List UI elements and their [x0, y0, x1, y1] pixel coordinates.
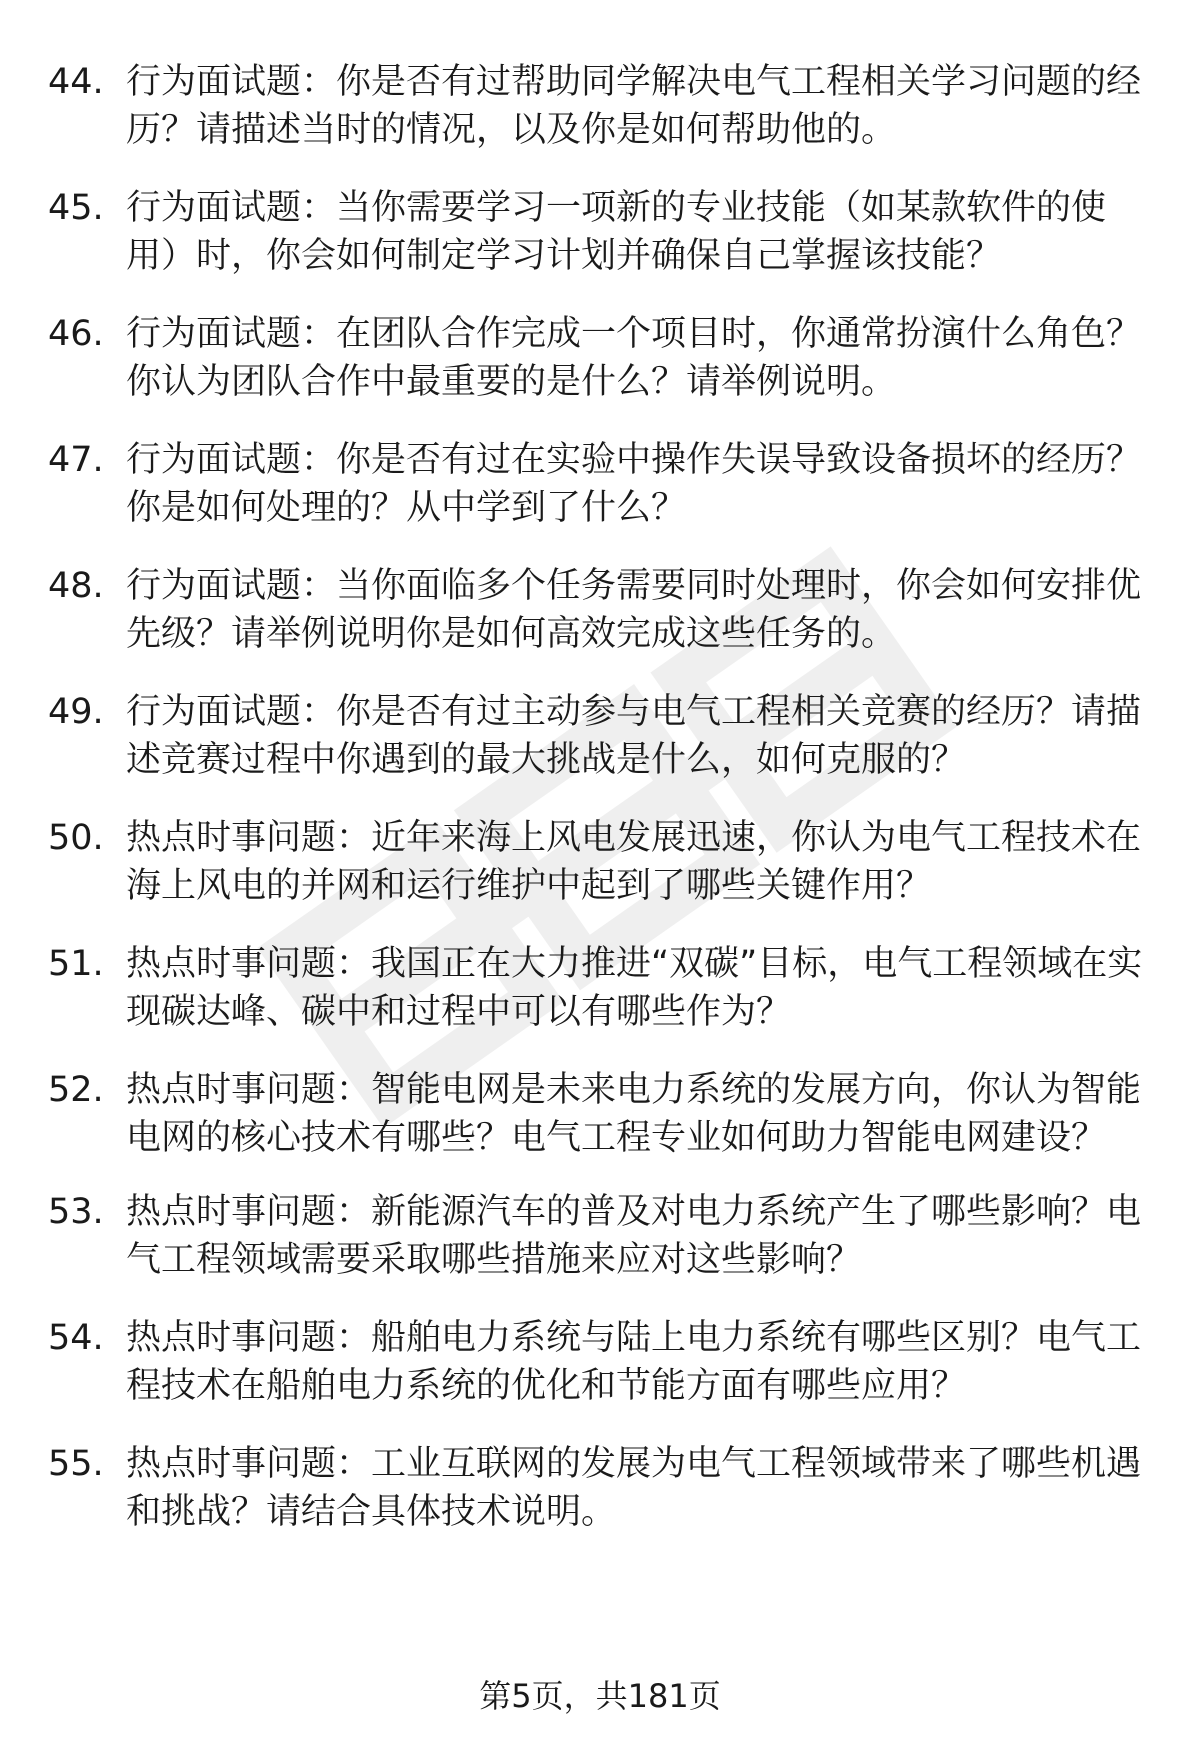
- question-item: [48, 1066, 1148, 1162]
- question-text: 热点时事问题：船舶电力系统与陆上电力系统有哪些区别？电气工程技术在船舶电力系统的优化和节能方面有哪些应用？: [126, 1318, 1142, 1406]
- question-text: 热点时事问题：新能源汽车的普及对电力系统产生了哪些影响？电气工程领域需要采取哪些措施来应对这些影响？: [126, 1192, 1142, 1280]
- question-number: 45.: [48, 188, 104, 228]
- question-item: [48, 58, 1148, 154]
- question-text: 热点时事问题：工业互联网的发展为电气工程领域带来了哪些机遇和挑战？请结合具体技术说明。: [126, 1444, 1142, 1532]
- question-item: [48, 436, 1148, 532]
- question-item: [48, 814, 1148, 910]
- question-text: 行为面试题：当你需要学习一项新的专业技能（如某款软件的使用）时，你会如何制定学习计划并确保自己掌握该技能？: [126, 188, 1107, 276]
- question-number: 47.: [48, 440, 104, 480]
- question-text: 行为面试题：在团队合作完成一个项目时，你通常扮演什么角色？你认为团队合作中最重要的是什么？请举例说明。: [126, 314, 1142, 402]
- question-number: 48.: [48, 566, 104, 606]
- question-text: 行为面试题：你是否有过在实验中操作失误导致设备损坏的经历？你是如何处理的？从中学到了什么？: [126, 440, 1142, 528]
- question-number: 53.: [48, 1192, 104, 1232]
- question-item: [48, 688, 1148, 784]
- question-number: 50.: [48, 818, 104, 858]
- question-item: [48, 1188, 1148, 1284]
- question-item: [48, 310, 1148, 406]
- question-list: [48, 58, 1148, 1566]
- question-number: 51.: [48, 944, 104, 984]
- question-text: 行为面试题：你是否有过主动参与电气工程相关竞赛的经历？请描述竞赛过程中你遇到的最大挑战是什么，如何克服的？: [126, 692, 1142, 780]
- question-text: 热点时事问题：近年来海上风电发展迅速，你认为电气工程技术在海上风电的并网和运行维护中起到了哪些关键作用？: [126, 818, 1142, 906]
- question-item: [48, 184, 1148, 280]
- question-number: 49.: [48, 692, 104, 732]
- question-number: 46.: [48, 314, 104, 354]
- page-footer: 第5页，共181页: [479, 1677, 721, 1715]
- question-number: 55.: [48, 1444, 104, 1484]
- question-item: [48, 562, 1148, 658]
- question-item: [48, 1440, 1148, 1536]
- question-number: 54.: [48, 1318, 104, 1358]
- question-text: 热点时事问题：我国正在大力推进“双碳”目标，电气工程领域在实现碳达峰、碳中和过程中可以有哪些作为？: [126, 944, 1143, 1032]
- question-number: 52.: [48, 1070, 104, 1110]
- question-number: 44.: [48, 62, 104, 102]
- question-text: 行为面试题：当你面临多个任务需要同时处理时，你会如何安排优先级？请举例说明你是如何高效完成这些任务的。: [126, 566, 1142, 654]
- question-item: [48, 1314, 1148, 1410]
- question-item: [48, 940, 1148, 1036]
- question-text: 热点时事问题：智能电网是未来电力系统的发展方向，你认为智能电网的核心技术有哪些？电气工程专业如何助力智能电网建设？: [126, 1070, 1142, 1158]
- question-text: 行为面试题：你是否有过帮助同学解决电气工程相关学习问题的经历？请描述当时的情况，以及你是如何帮助他的。: [126, 62, 1142, 150]
